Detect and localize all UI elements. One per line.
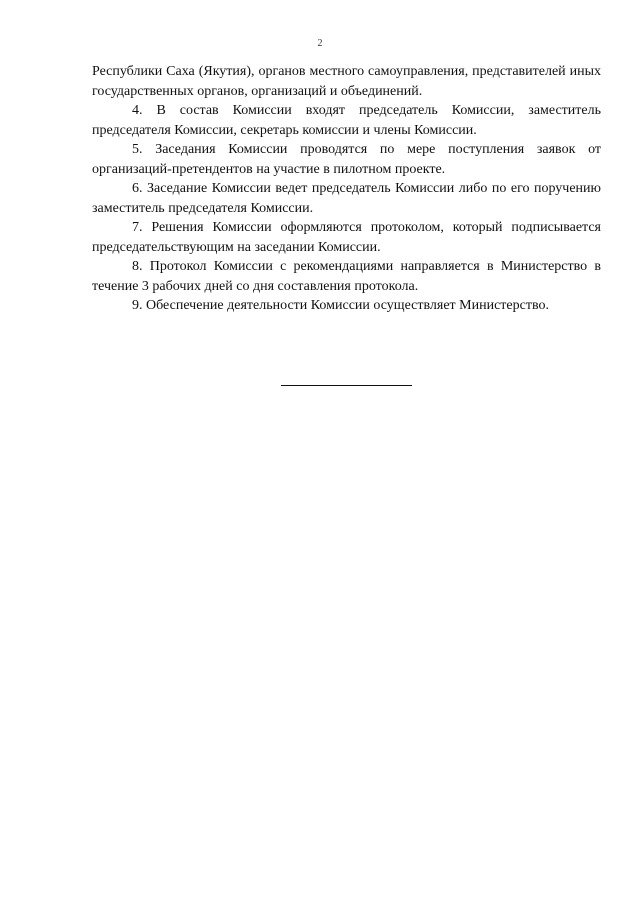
paragraph-item-8: 8. Протокол Комиссии с рекомендациями направляется в Министерство в течение 3 рабочих дней со дня составления протокола. bbox=[92, 259, 601, 294]
page-number: 2 bbox=[317, 38, 323, 49]
paragraph-item-6: 6. Заседание Комиссии ведет председатель Комиссии либо по его поручению заместитель председателя Комиссии. bbox=[92, 181, 601, 216]
paragraph-item-5: 5. Заседания Комиссии проводятся по мере поступления заявок от организаций-претендентов на участие в пилотном проекте. bbox=[92, 142, 601, 177]
paragraph-item-9: 9. Обеспечение деятельности Комиссии осуществляет Министерство. bbox=[132, 298, 549, 313]
paragraph-item-7: 7. Решения Комиссии оформляются протоколом, который подписывается председательствующим на заседании Комиссии. bbox=[92, 220, 601, 255]
paragraph-continuation: Республики Саха (Якутия), органов местного самоуправления, представителей иных государственных органов, организаций и объединений. bbox=[92, 64, 601, 99]
paragraph-item-4: 4. В состав Комиссии входят председатель Комиссии, заместитель председателя Комиссии, секретарь комиссии и члены Комиссии. bbox=[92, 103, 601, 138]
document-body bbox=[92, 62, 601, 316]
end-of-document-rule bbox=[281, 385, 412, 386]
